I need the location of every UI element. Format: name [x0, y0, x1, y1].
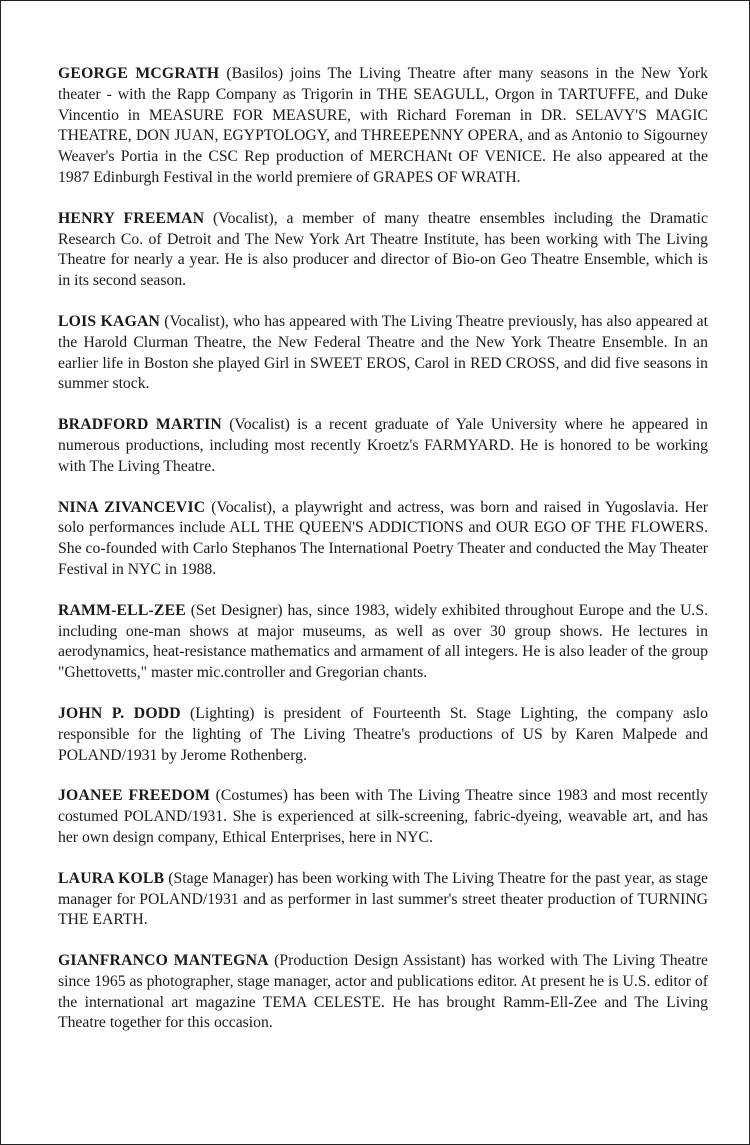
bio-name: JOHN P. DODD [58, 704, 181, 722]
bio-nina-zivancevic [58, 498, 708, 581]
bio-text: (Vocalist), a member of many theatre ensembles including the Dramatic Research Co. of Detroit and The New York Art Theatre Institute, has been working with The Living Theatre for nearly a year. He is also producer and director of Bio-on Geo Theatre Ensemble, which is in its second season. [58, 209, 708, 290]
bio-name: NINA ZIVANCEVIC [58, 498, 206, 516]
bio-gianfranco-mantegna [58, 951, 708, 1034]
bio-text: (Costumes) has been with The Living Theatre since 1983 and most recently costumed POLAND/1931. She is experienced at silk-screening, fabric-dyeing, weavable art, and has her own design company, Ethical Enterprises, here in NYC. [58, 787, 708, 846]
bio-text: (Set Designer) has, since 1983, widely exhibited throughout Europe and the U.S. including one-man shows at major museums, as well as over 30 group shows. He lectures in aerodynamics, heat-resistance mathematics and armament of all integers. He is also leader of the group "Ghettovetts," master mic.controller and Gregorian chants. [58, 601, 708, 682]
bio-joanee-freedom [58, 786, 708, 848]
bio-name: BRADFORD MARTIN [58, 416, 222, 434]
bio-george-mcgrath [58, 64, 708, 189]
bio-text: (Vocalist), who has appeared with The Living Theatre previously, has also appeared at the Harold Clurman Theatre, the New Federal Theatre and the New York Theatre Ensemble. In an earlier life in Boston she played Girl in SWEET EROS, Carol in RED CROSS, and did five seasons in summer stock. [58, 312, 709, 393]
bio-lois-kagan [58, 312, 708, 395]
bio-name: RAMM-ELL-ZEE [58, 601, 186, 619]
bio-ramm-ell-zee [58, 601, 708, 684]
bio-text: (Vocalist) is a recent graduate of Yale University where he appeared in numerous productions, including most recently Kroetz's FARMYARD. He is honored to be working with The Living Theatre. [58, 416, 708, 475]
bio-name: GEORGE MCGRATH [58, 65, 220, 82]
bio-name: HENRY FREEMAN [58, 209, 205, 227]
bio-name: LAURA KOLB [58, 869, 165, 887]
bios-list [58, 64, 708, 1034]
bio-henry-freeman [58, 209, 708, 292]
bio-name: JOANEE FREEDOM [58, 787, 211, 805]
bio-text: (Lighting) is president of Fourteenth St. Stage Lighting, the company aslo responsible for the lighting of The Living Theatre's productions of US by Karen Malpede and POLAND/1931 by Jerome Rothenberg. [58, 704, 709, 764]
bio-text: (Basilos) joins The Living Theatre after many seasons in the New York theater - with the Rapp Company as Trigorin in THE SEAGULL, Orgon in TARTUFFE, and Duke Vincentio in MEASURE FOR MEASURE, with Richard Foreman in DR. SELAVY'S MAGIC THEATRE, DON JUAN, EGYPTOLOGY, and THREEPENNY OPERA, and as Antonio to Sigourney Weaver's Portia in the CSC Rep production of MERCHANt OF VENICE. He also appeared at the 1987 Edinburgh Festival in the world premiere of GRAPES OF WRATH. [58, 65, 708, 186]
bio-text: (Vocalist), a playwright and actress, was born and raised in Yugoslavia. Her solo performances include ALL THE QUEEN'S ADDICTIONS and OUR EGO OF THE FLOWERS. She co-founded with Carlo Stephanos The International Poetry Theater and conducted the May Theater Festival in NYC in 1988. [58, 498, 708, 578]
bio-name: LOIS KAGAN [58, 312, 161, 330]
bio-bradford-martin [58, 415, 708, 477]
bio-text: (Production Design Assistant) has worked with The Living Theatre since 1965 as photographer, stage manager, actor and publications editor. At present he is U.S. editor of the international art magazine TEMA CELESTE. He has brought Ramm-Ell-Zee and The Living Theatre together for this occasion. [58, 952, 709, 1032]
bio-name: GIANFRANCO MANTEGNA [58, 952, 269, 970]
bio-john-p-dodd [58, 704, 708, 766]
bio-text: (Stage Manager) has been working with The Living Theatre for the past year, as stage manager for POLAND/1931 and as performer in last summer's street theater production of TURNING THE EARTH. [58, 869, 708, 929]
bio-laura-kolb [58, 869, 708, 931]
